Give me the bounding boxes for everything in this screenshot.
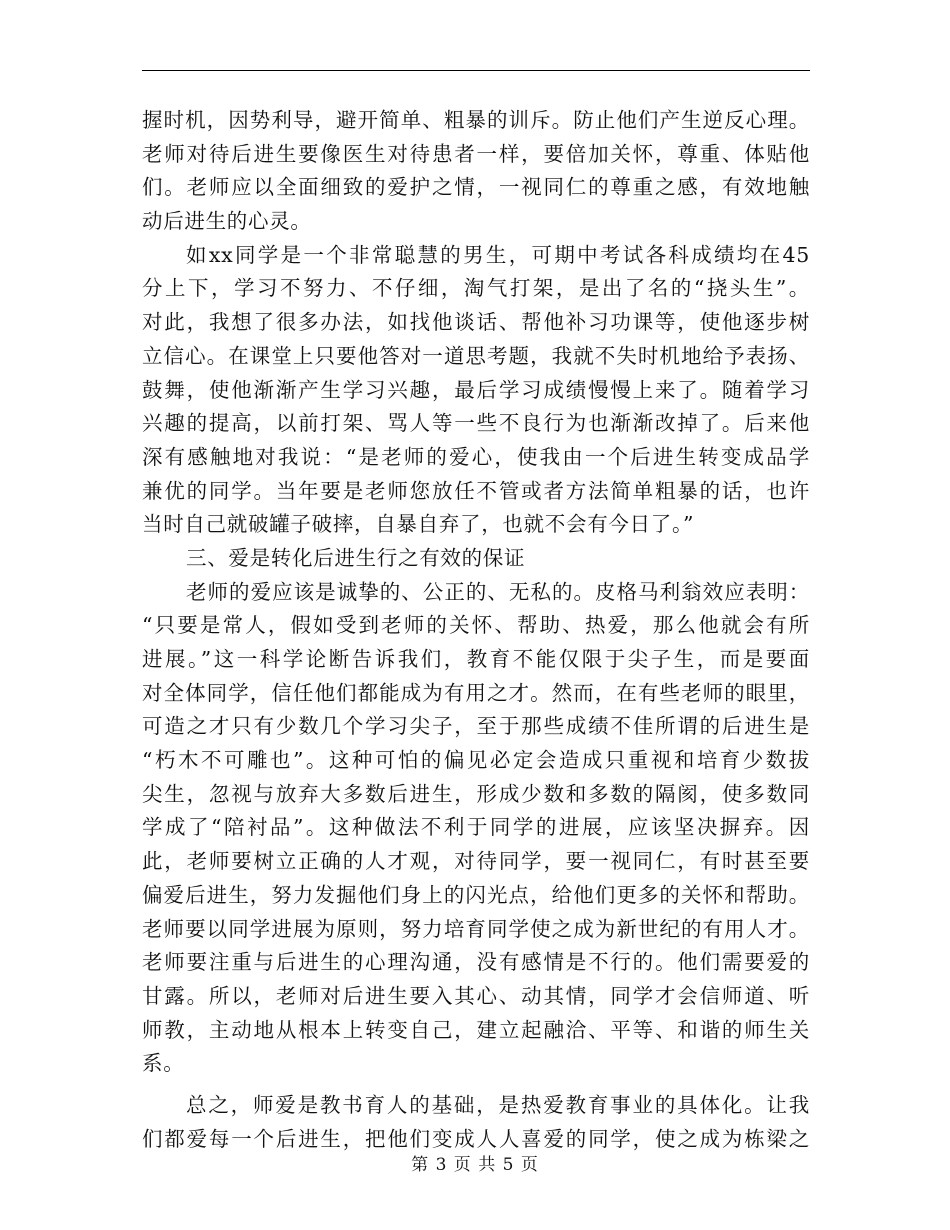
text-line: 系。 bbox=[142, 1051, 185, 1076]
text-line: 兴趣的提高，以前打架、骂人等一些不良行为也渐渐改掉了。后来他 bbox=[142, 411, 810, 436]
text-line: 如xx同学是一个非常聪慧的男生，可期中考试各科成绩均在45 bbox=[186, 242, 810, 267]
text-line: 老师对待后进生要像医生对待患者一样，要倍加关怀，尊重、体贴他 bbox=[142, 141, 810, 166]
text-line: 鼓舞，使他渐渐产生学习兴趣，最后学习成绩慢慢上来了。随着学习 bbox=[142, 377, 810, 402]
text-line: 们都爱每一个后进生，把他们变成人人喜爱的同学，使之成为栋梁之 bbox=[142, 1126, 810, 1151]
text-line: 们。老师应以全面细致的爱护之情，一视同仁的尊重之感，有效地触 bbox=[142, 175, 810, 200]
paragraph-gap bbox=[142, 1081, 810, 1089]
text-line: 进展。”这一科学论断告诉我们，教育不能仅限于尖子生，而是要面 bbox=[142, 647, 810, 671]
text-line: 立信心。在课堂上只要他答对一道思考题，我就不失时机地给予表扬、 bbox=[142, 343, 810, 368]
text-line: 可造之才只有少数几个学习尖子，至于那些成绩不佳所谓的后进生是 bbox=[142, 714, 810, 739]
text-line: 老师要注重与后进生的心理沟通，没有感情是不行的。他们需要爱的 bbox=[142, 950, 810, 975]
text-line: 兼优的同学。当年要是老师您放任不管或者方法简单粗暴的话，也许 bbox=[142, 478, 810, 503]
text-line: 学成了“陪衬品”。这种做法不利于同学的进展，应该坚决摒弃。因 bbox=[142, 815, 810, 840]
text-line: 分上下，学习不努力、不仔细，淘气打架，是出了名的“挠头生”。 bbox=[142, 276, 810, 301]
header-rule bbox=[142, 70, 810, 71]
section-heading: 三、爱是转化后进生行之有效的保证 bbox=[186, 545, 526, 570]
text-line: 甘露。所以，老师对后进生要入其心、动其情，同学才会信师道、听 bbox=[142, 983, 810, 1008]
text-line: 老师的爱应该是诚挚的、公正的、无私的。皮格马利翁效应表明： bbox=[186, 579, 810, 604]
text-line: 动后进生的心灵。 bbox=[142, 209, 312, 234]
text-line: “朽木不可雕也”。这种可怕的偏见必定会造成只重视和培育少数拔 bbox=[142, 748, 810, 773]
text-line: 握时机，因势利导，避开简单、粗暴的训斥。防止他们产生逆反心理。 bbox=[142, 108, 810, 132]
text-line: 当时自己就破罐子破摔，自暴自弃了，也就不会有今日了。” bbox=[142, 512, 695, 537]
text-line: 师教，主动地从根本上转变自己，建立起融洽、平等、和谐的师生关 bbox=[142, 1017, 810, 1042]
text-line: 深有感触地对我说：“是老师的爱心，使我由一个后进生转变成品学 bbox=[142, 444, 810, 469]
text-line: 对全体同学，信任他们都能成为有用之才。然而，在有些老师的眼里， bbox=[142, 680, 810, 705]
text-line: 偏爱后进生，努力发掘他们身上的闪光点，给他们更多的关怀和帮助。 bbox=[142, 882, 810, 907]
page-footer: 第 3 页 共 5 页 bbox=[411, 1155, 539, 1175]
text-line: 此，老师要树立正确的人才观，对待同学，要一视同仁，有时甚至要 bbox=[142, 849, 810, 874]
text-line: 总之，师爱是教书育人的基础，是热爱教育事业的具体化。让我 bbox=[186, 1092, 810, 1117]
text-line: 老师要以同学进展为原则，努力培育同学使之成为新世纪的有用人才。 bbox=[142, 916, 810, 941]
text-line: 尖生，忽视与放弃大多数后进生，形成少数和多数的隔阂，使多数同 bbox=[142, 781, 810, 806]
text-line: “只要是常人，假如受到老师的关怀、帮助、热爱，那么他就会有所 bbox=[142, 613, 810, 638]
document-body bbox=[142, 104, 810, 1156]
text-line: 对此，我想了很多办法，如找他谈话、帮他补习功课等，使他逐步树 bbox=[142, 310, 810, 335]
